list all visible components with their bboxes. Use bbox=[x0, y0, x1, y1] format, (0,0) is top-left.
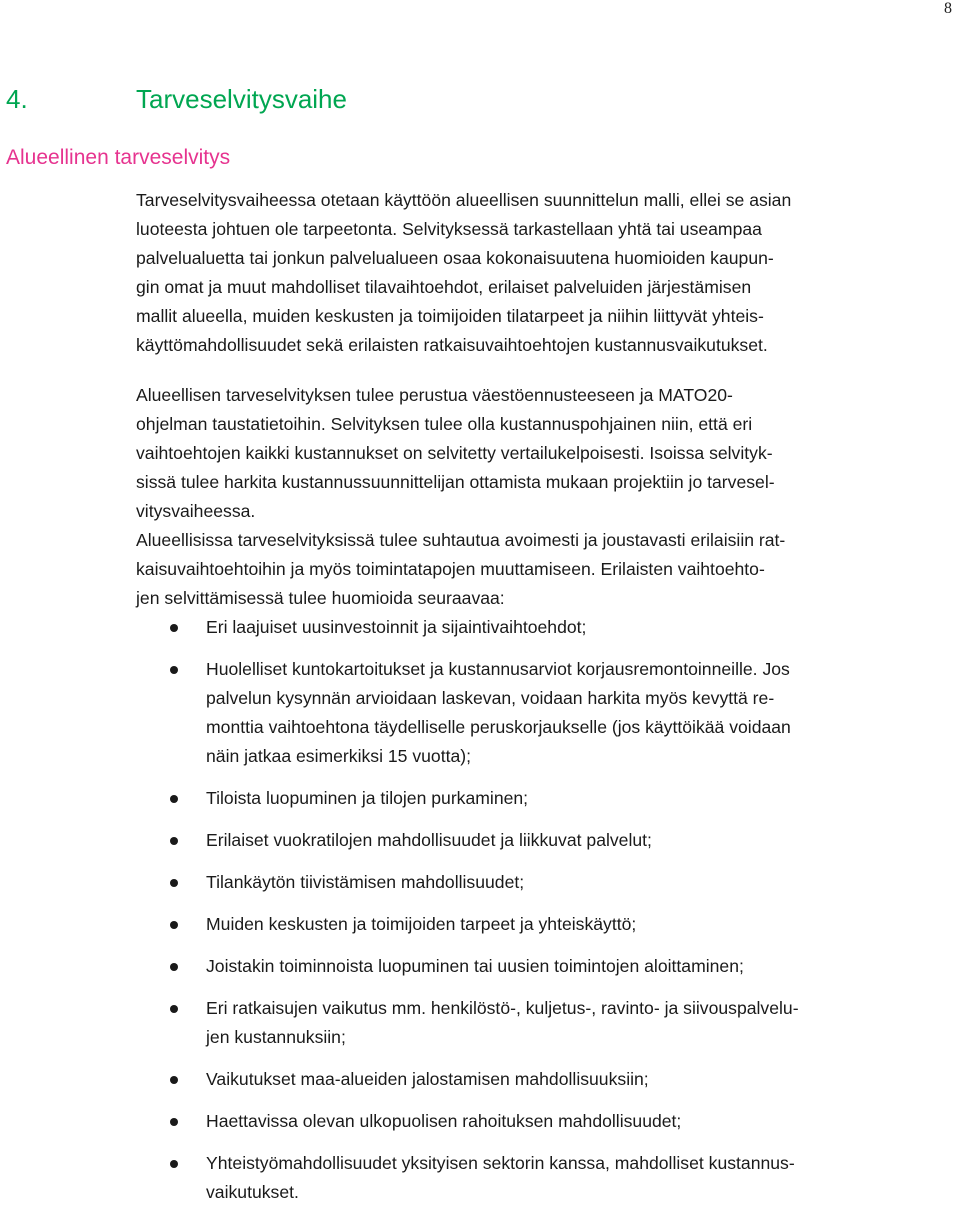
section-heading bbox=[6, 84, 347, 115]
bullet-icon bbox=[170, 666, 178, 674]
section-number: 4. bbox=[6, 84, 28, 114]
bullet-icon bbox=[170, 1160, 178, 1168]
list-item bbox=[136, 952, 954, 981]
list-item-line: Tiloista luopuminen ja tilojen purkaminen; bbox=[206, 788, 529, 808]
paragraph-line: palvelualuetta tai jonkun palvelualueen osaa kokonaisuutena huomioiden kaupun- bbox=[136, 248, 774, 268]
list-item-line: Tilankäytön tiivistämisen mahdollisuudet; bbox=[206, 872, 525, 892]
page-number: 8 bbox=[944, 0, 952, 17]
paragraph-line: luoteesta johtuen ole tarpeetonta. Selvityksessä tarkastellaan yhtä tai useampaa bbox=[136, 219, 762, 239]
list-item-line: Huolelliset kuntokartoitukset ja kustannusarviot korjausremontoinneille. Jos bbox=[206, 659, 790, 679]
body-content bbox=[136, 186, 954, 1220]
paragraph-line: kaisuvaihtoehtoihin ja myös toimintatapojen muuttamiseen. Erilaisten vaihtoehto- bbox=[136, 559, 765, 579]
bullet-icon bbox=[170, 1005, 178, 1013]
paragraph-line: vitysvaiheessa. bbox=[136, 501, 256, 521]
subsection-heading: Alueellinen tarveselvitys bbox=[6, 146, 231, 169]
list-item bbox=[136, 655, 954, 771]
list-item-line: Haettavissa olevan ulkopuolisen rahoituksen mahdollisuudet; bbox=[206, 1111, 682, 1131]
paragraph-line: vaihtoehtojen kaikki kustannukset on selvitetty vertailukelpoisesti. Isoissa selvityk- bbox=[136, 443, 773, 463]
list-item bbox=[136, 826, 954, 855]
list-item bbox=[136, 868, 954, 897]
list-item bbox=[136, 910, 954, 939]
bullet-icon bbox=[170, 837, 178, 845]
bullet-icon bbox=[170, 963, 178, 971]
list-item-line: Muiden keskusten ja toimijoiden tarpeet ja yhteiskäyttö; bbox=[206, 914, 637, 934]
list-item bbox=[136, 1065, 954, 1094]
list-item-line: monttia vaihtoehtona täydelliselle peruskorjaukselle (jos käyttöikää voidaan bbox=[206, 717, 791, 737]
paragraph-1 bbox=[136, 186, 954, 360]
list-item-line: Joistakin toiminnoista luopuminen tai uusien toimintojen aloittaminen; bbox=[206, 956, 744, 976]
list-item-line: näin jatkaa esimerkiksi 15 vuotta); bbox=[206, 746, 472, 766]
bullet-icon bbox=[170, 795, 178, 803]
section-title: Tarveselvitysvaihe bbox=[136, 84, 347, 114]
list-item-line: vaikutukset. bbox=[206, 1182, 299, 1202]
bullet-icon bbox=[170, 879, 178, 887]
paragraph-line: ohjelman taustatietoihin. Selvityksen tulee olla kustannuspohjainen niin, että eri bbox=[136, 414, 753, 434]
list-item-line: jen kustannuksiin; bbox=[206, 1027, 346, 1047]
bullet-icon bbox=[170, 1118, 178, 1126]
bullet-icon bbox=[170, 921, 178, 929]
bullet-icon bbox=[170, 1076, 178, 1084]
list-item-line: Yhteistyömahdollisuudet yksityisen sektorin kanssa, mahdolliset kustannus- bbox=[206, 1153, 795, 1173]
paragraph-line: käyttömahdollisuudet sekä erilaisten ratkaisuvaihtoehtojen kustannusvaikutukset. bbox=[136, 335, 768, 355]
paragraph-2 bbox=[136, 381, 954, 526]
list-item-line: Erilaiset vuokratilojen mahdollisuudet ja liikkuvat palvelut; bbox=[206, 830, 652, 850]
bullet-list bbox=[136, 613, 954, 1207]
list-item-line: Eri ratkaisujen vaikutus mm. henkilöstö-, kuljetus-, ravinto- ja siivouspalvelu- bbox=[206, 998, 799, 1018]
list-item bbox=[136, 994, 954, 1052]
list-item bbox=[136, 1107, 954, 1136]
paragraph-line: jen selvittämisessä tulee huomioida seuraavaa: bbox=[136, 588, 505, 608]
paragraph-line: Tarveselvitysvaiheessa otetaan käyttöön alueellisen suunnittelun malli, ellei se asian bbox=[136, 190, 792, 210]
list-item bbox=[136, 784, 954, 813]
list-item bbox=[136, 1149, 954, 1207]
list-item-line: Vaikutukset maa-alueiden jalostamisen mahdollisuuksiin; bbox=[206, 1069, 649, 1089]
list-item bbox=[136, 613, 954, 642]
paragraph-line: gin omat ja muut mahdolliset tilavaihtoehdot, erilaiset palveluiden järjestämisen bbox=[136, 277, 752, 297]
paragraph-line: mallit alueella, muiden keskusten ja toimijoiden tilatarpeet ja niihin liittyvät yhteis- bbox=[136, 306, 764, 326]
paragraph-line: Alueellisen tarveselvityksen tulee perustua väestöennusteeseen ja MATO20- bbox=[136, 385, 733, 405]
paragraph-3 bbox=[136, 526, 954, 613]
list-item-line: Eri laajuiset uusinvestoinnit ja sijaintivaihtoehdot; bbox=[206, 617, 587, 637]
bullet-icon bbox=[170, 624, 178, 632]
list-item-line: palvelun kysynnän arvioidaan laskevan, voidaan harkita myös kevyttä re- bbox=[206, 688, 775, 708]
paragraph-line: sissä tulee harkita kustannussuunnittelijan ottamista mukaan projektiin jo tarvesel- bbox=[136, 472, 775, 492]
paragraph-line: Alueellisissa tarveselvityksissä tulee suhtautua avoimesti ja joustavasti erilaisiin rat- bbox=[136, 530, 786, 550]
